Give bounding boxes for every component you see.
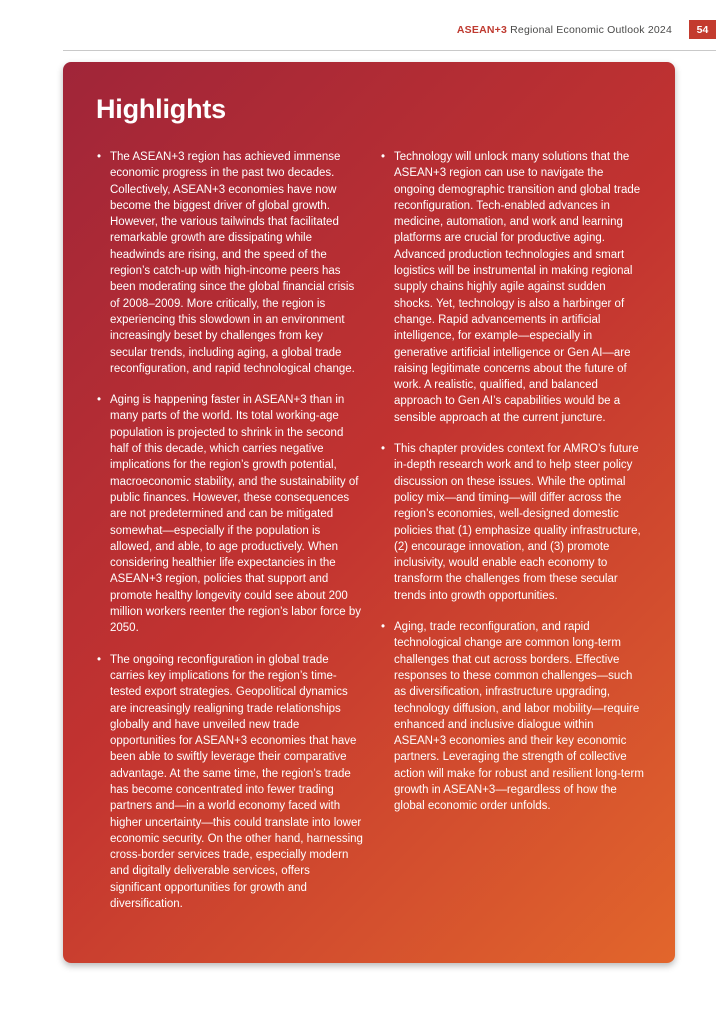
highlights-left-column <box>96 149 363 927</box>
report-title <box>457 24 672 36</box>
page-number-badge: 54 <box>689 20 716 39</box>
highlight-bullet: • Technology will unlock many solutions that the ASEAN+3 region can use to navigate the ongoing demographic transition and global trade reconfiguration. Tech-enabled advances in medicine, automation, and work and learning platforms are crucial for productive aging. Advanced production technologies and smart logistics will be instrumental in making regional supply chains highly agile against sudden shocks. Yet, technology is also a harbinger of change. Rapid advancements in artificial intelligence, for example—especially in generative artificial intelligence or Gen AI—are raising legitimate concerns about the future of work. A realistic, qualified, and balanced approach to Gen AI’s capabilities would be a sensible approach at the current juncture. <box>394 149 647 426</box>
highlight-bullet: • Aging, trade reconfiguration, and rapid technological change are common long-term challenges that cut across borders. Effective responses to these common challenges—such as diversification, infrastructure upgrading, technology diffusion, and labor mobility—require enhanced and inclusive dialogue within ASEAN+3 economies and their key economic partners. Leveraging the strength of collective action will make for robust and resilient long-term growth in ASEAN+3—regardless of how the global economic order unfolds. <box>394 619 647 815</box>
report-brand: ASEAN+3 <box>456 23 508 36</box>
highlight-bullet: • The ASEAN+3 region has achieved immense economic progress in the past two decades. Collectively, ASEAN+3 economies have now become the biggest driver of global growth. However, the various tailwinds that facilitated remarkable growth are dissipating while headwinds are rising, and the speed of the region’s catch-up with high-income peers has been moderating since the global financial crisis of 2008–2009. More critically, the region is experiencing this slowdown in an environment increasingly beset by challenges from key secular trends, including aging, a global trade reconfiguration, and rapid technological change. <box>110 149 363 377</box>
page-header <box>63 20 716 39</box>
highlight-bullet: • The ongoing reconfiguration in global trade carries key implications for the region’s time-tested export strategies. Geopolitical dynamics are increasingly realigning trade relationships globally and have unveiled new trade opportunities for ASEAN+3 economies that have been able to swiftly leverage their comparative advantage. At the same time, the region’s trade has become concentrated into fewer trading partners and—in a world economy faced with higher uncertainty—this could translate into lower economic security. On the other hand, harnessing cross-border services trade, especially modern and digitally deliverable services, offers significant opportunities for growth and diversification. <box>110 652 363 913</box>
highlights-panel <box>63 62 675 963</box>
highlights-right-column <box>380 149 647 927</box>
header-divider <box>63 50 716 51</box>
highlight-bullet: • This chapter provides context for AMRO’s future in-depth research work and to help steer policy discussion on these issues. While the optimal policy mix—and timing—will differ across the region’s economies, well-designed domestic policies that (1) emphasize quality infrastructure, (2) encourage innovation, and (3) promote inclusivity, would enable each economy to transform the challenges from these secular trends into growth opportunities. <box>394 441 647 604</box>
highlights-columns <box>96 149 647 927</box>
report-title-rest: Regional Economic Outlook 2024 <box>507 23 672 36</box>
highlight-bullet: • Aging is happening faster in ASEAN+3 than in many parts of the world. Its total working-age population is projected to shrink in the second half of this decade, which carries negative implications for the region’s growth potential, macroeconomic stability, and the sustainability of public finances. However, these consequences are not predetermined and can be mitigated somewhat—especially if the population is allowed, and able, to age productively. When considering healthier life expectancies in the ASEAN+3 region, policies that support and promote healthy longevity could see about 200 million workers reenter the region’s labor force by 2050. <box>110 392 363 636</box>
section-title: Highlights <box>96 94 226 124</box>
